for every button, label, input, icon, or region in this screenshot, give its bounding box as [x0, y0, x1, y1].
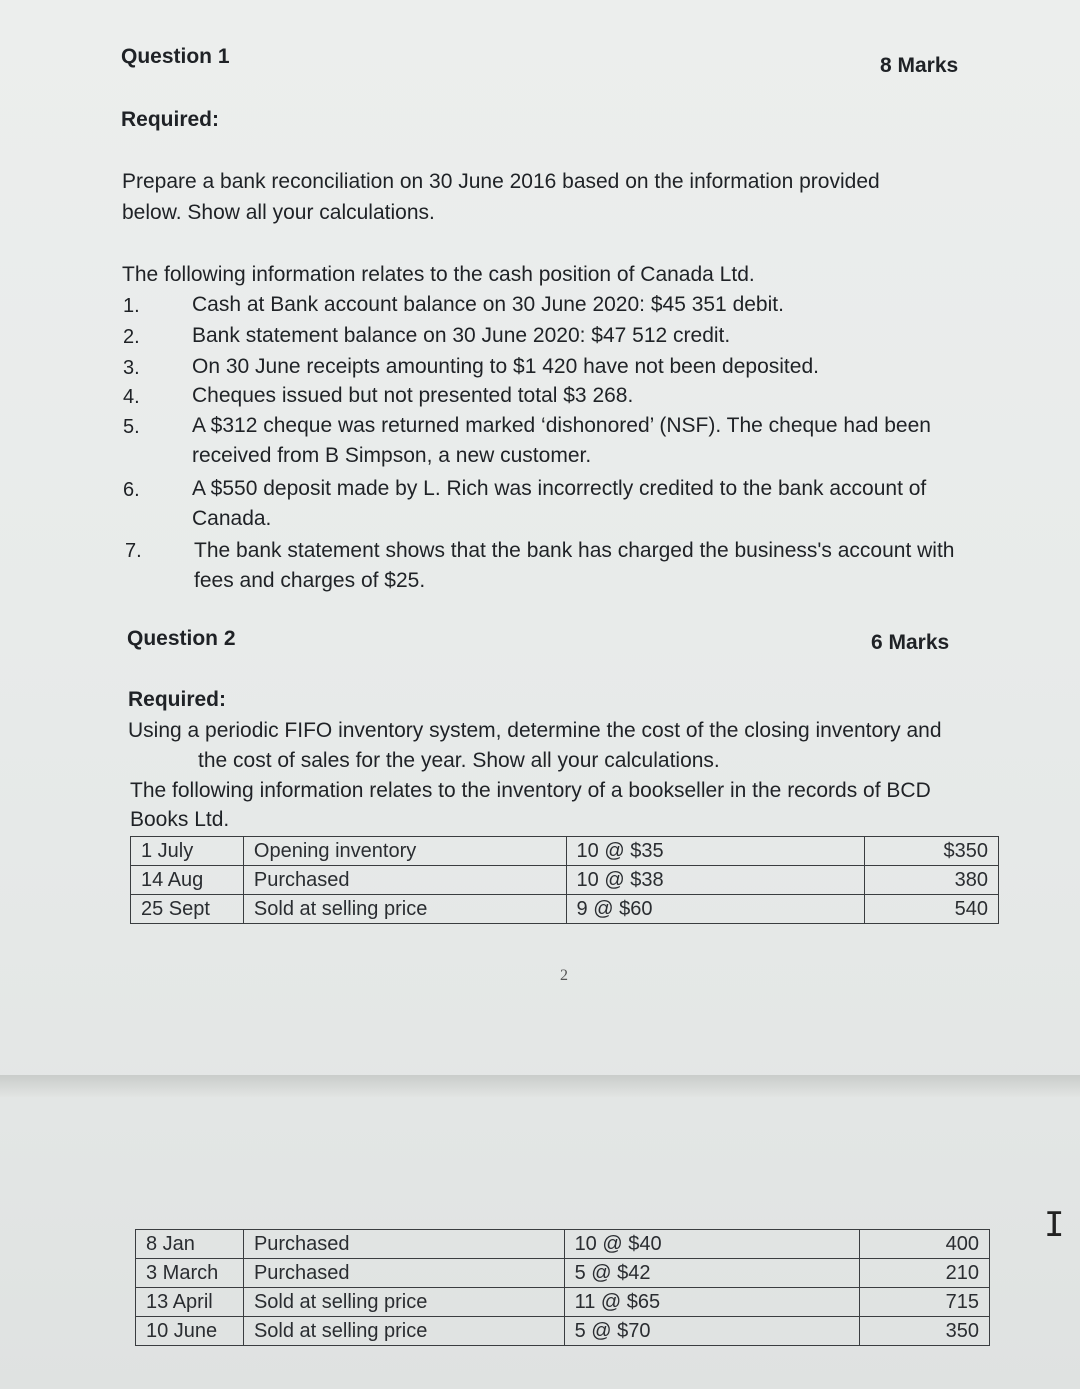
amount-cell: 715 — [860, 1288, 990, 1317]
amount-cell: $350 — [865, 837, 999, 866]
table-row — [136, 1230, 990, 1259]
amount-cell: 350 — [860, 1317, 990, 1346]
q2-instruction-line1: Using a periodic FIFO inventory system, determine the cost of the closing inventory and — [128, 719, 942, 742]
q1-required: Required: — [121, 108, 220, 131]
q1-instruction-line2: below. Show all your calculations. — [122, 201, 435, 224]
amount-cell: 400 — [860, 1230, 990, 1259]
q1-item-number: 2. — [123, 326, 140, 348]
amount-cell: 210 — [860, 1259, 990, 1288]
date-cell: 1 July — [131, 837, 244, 866]
page-bottom — [0, 1097, 1080, 1389]
table-row — [136, 1288, 990, 1317]
table-row — [136, 1259, 990, 1288]
q2-marks: 6 Marks — [871, 631, 950, 654]
page-number: 2 — [560, 967, 568, 984]
description-cell: Sold at selling price — [243, 1317, 564, 1346]
q1-marks: 8 Marks — [880, 54, 959, 77]
q1-item-number: 3. — [123, 357, 140, 379]
description-cell: Opening inventory — [243, 837, 566, 866]
q1-item-text: Bank statement balance on 30 June 2020: $47 512 credit. — [192, 324, 731, 347]
q1-item-text: On 30 June receipts amounting to $1 420 have not been deposited. — [192, 355, 819, 378]
description-cell: Purchased — [243, 866, 566, 895]
q1-item-number: 4. — [123, 386, 140, 408]
q2-intro-line1: The following information relates to the inventory of a bookseller in the records of BCD — [130, 779, 931, 802]
quantity-cell: 10 @ $35 — [566, 837, 865, 866]
quantity-cell: 10 @ $40 — [564, 1230, 860, 1259]
inventory-table-1 — [130, 836, 999, 924]
q1-item-text: The bank statement shows that the bank has charged the business's account with fees and charges of $25. — [194, 539, 955, 592]
amount-cell: 380 — [865, 866, 999, 895]
q1-item-text: A $312 cheque was returned marked ‘dishonored’ (NSF). The cheque had been received from B Simpson, a new customer. — [192, 414, 931, 467]
text-cursor-icon: I — [1044, 1205, 1065, 1245]
q1-item-text: Cheques issued but not presented total $3 268. — [192, 384, 634, 407]
page-break — [0, 1075, 1080, 1097]
amount-cell: 540 — [865, 895, 999, 924]
q2-required: Required: — [128, 688, 227, 711]
quantity-cell: 5 @ $42 — [564, 1259, 860, 1288]
q1-item-text: Cash at Bank account balance on 30 June 2020: $45 351 debit. — [192, 293, 784, 316]
description-cell: Purchased — [243, 1230, 564, 1259]
quantity-cell: 9 @ $60 — [566, 895, 865, 924]
q1-item-number: 7. — [125, 540, 142, 562]
description-cell: Sold at selling price — [243, 895, 566, 924]
quantity-cell: 10 @ $38 — [566, 866, 865, 895]
table-row — [136, 1317, 990, 1346]
quantity-cell: 11 @ $65 — [564, 1288, 860, 1317]
q1-item-text: A $550 deposit made by L. Rich was incorrectly credited to the bank account of Canada. — [192, 477, 927, 530]
q1-intro: The following information relates to the cash position of Canada Ltd. — [122, 263, 755, 286]
date-cell: 14 Aug — [131, 866, 244, 895]
q1-item-number: 5. — [123, 416, 140, 438]
table-row — [131, 837, 999, 866]
q1-item-number: 1. — [123, 295, 140, 317]
date-cell: 8 Jan — [136, 1230, 244, 1259]
q1-item-number: 6. — [123, 479, 140, 501]
q1-instruction-line1: Prepare a bank reconciliation on 30 June 2016 based on the information provided — [122, 170, 880, 193]
q2-title: Question 2 — [127, 627, 236, 650]
q1-title: Question 1 — [121, 45, 230, 68]
date-cell: 25 Sept — [131, 895, 244, 924]
date-cell: 13 April — [136, 1288, 244, 1317]
description-cell: Purchased — [243, 1259, 564, 1288]
quantity-cell: 5 @ $70 — [564, 1317, 860, 1346]
date-cell: 10 June — [136, 1317, 244, 1346]
date-cell: 3 March — [136, 1259, 244, 1288]
q2-instruction-line2: the cost of sales for the year. Show all your calculations. — [198, 749, 720, 772]
q2-intro-line2: Books Ltd. — [130, 808, 230, 831]
table-row — [131, 866, 999, 895]
table-row — [131, 895, 999, 924]
inventory-table-2 — [135, 1229, 990, 1346]
description-cell: Sold at selling price — [243, 1288, 564, 1317]
